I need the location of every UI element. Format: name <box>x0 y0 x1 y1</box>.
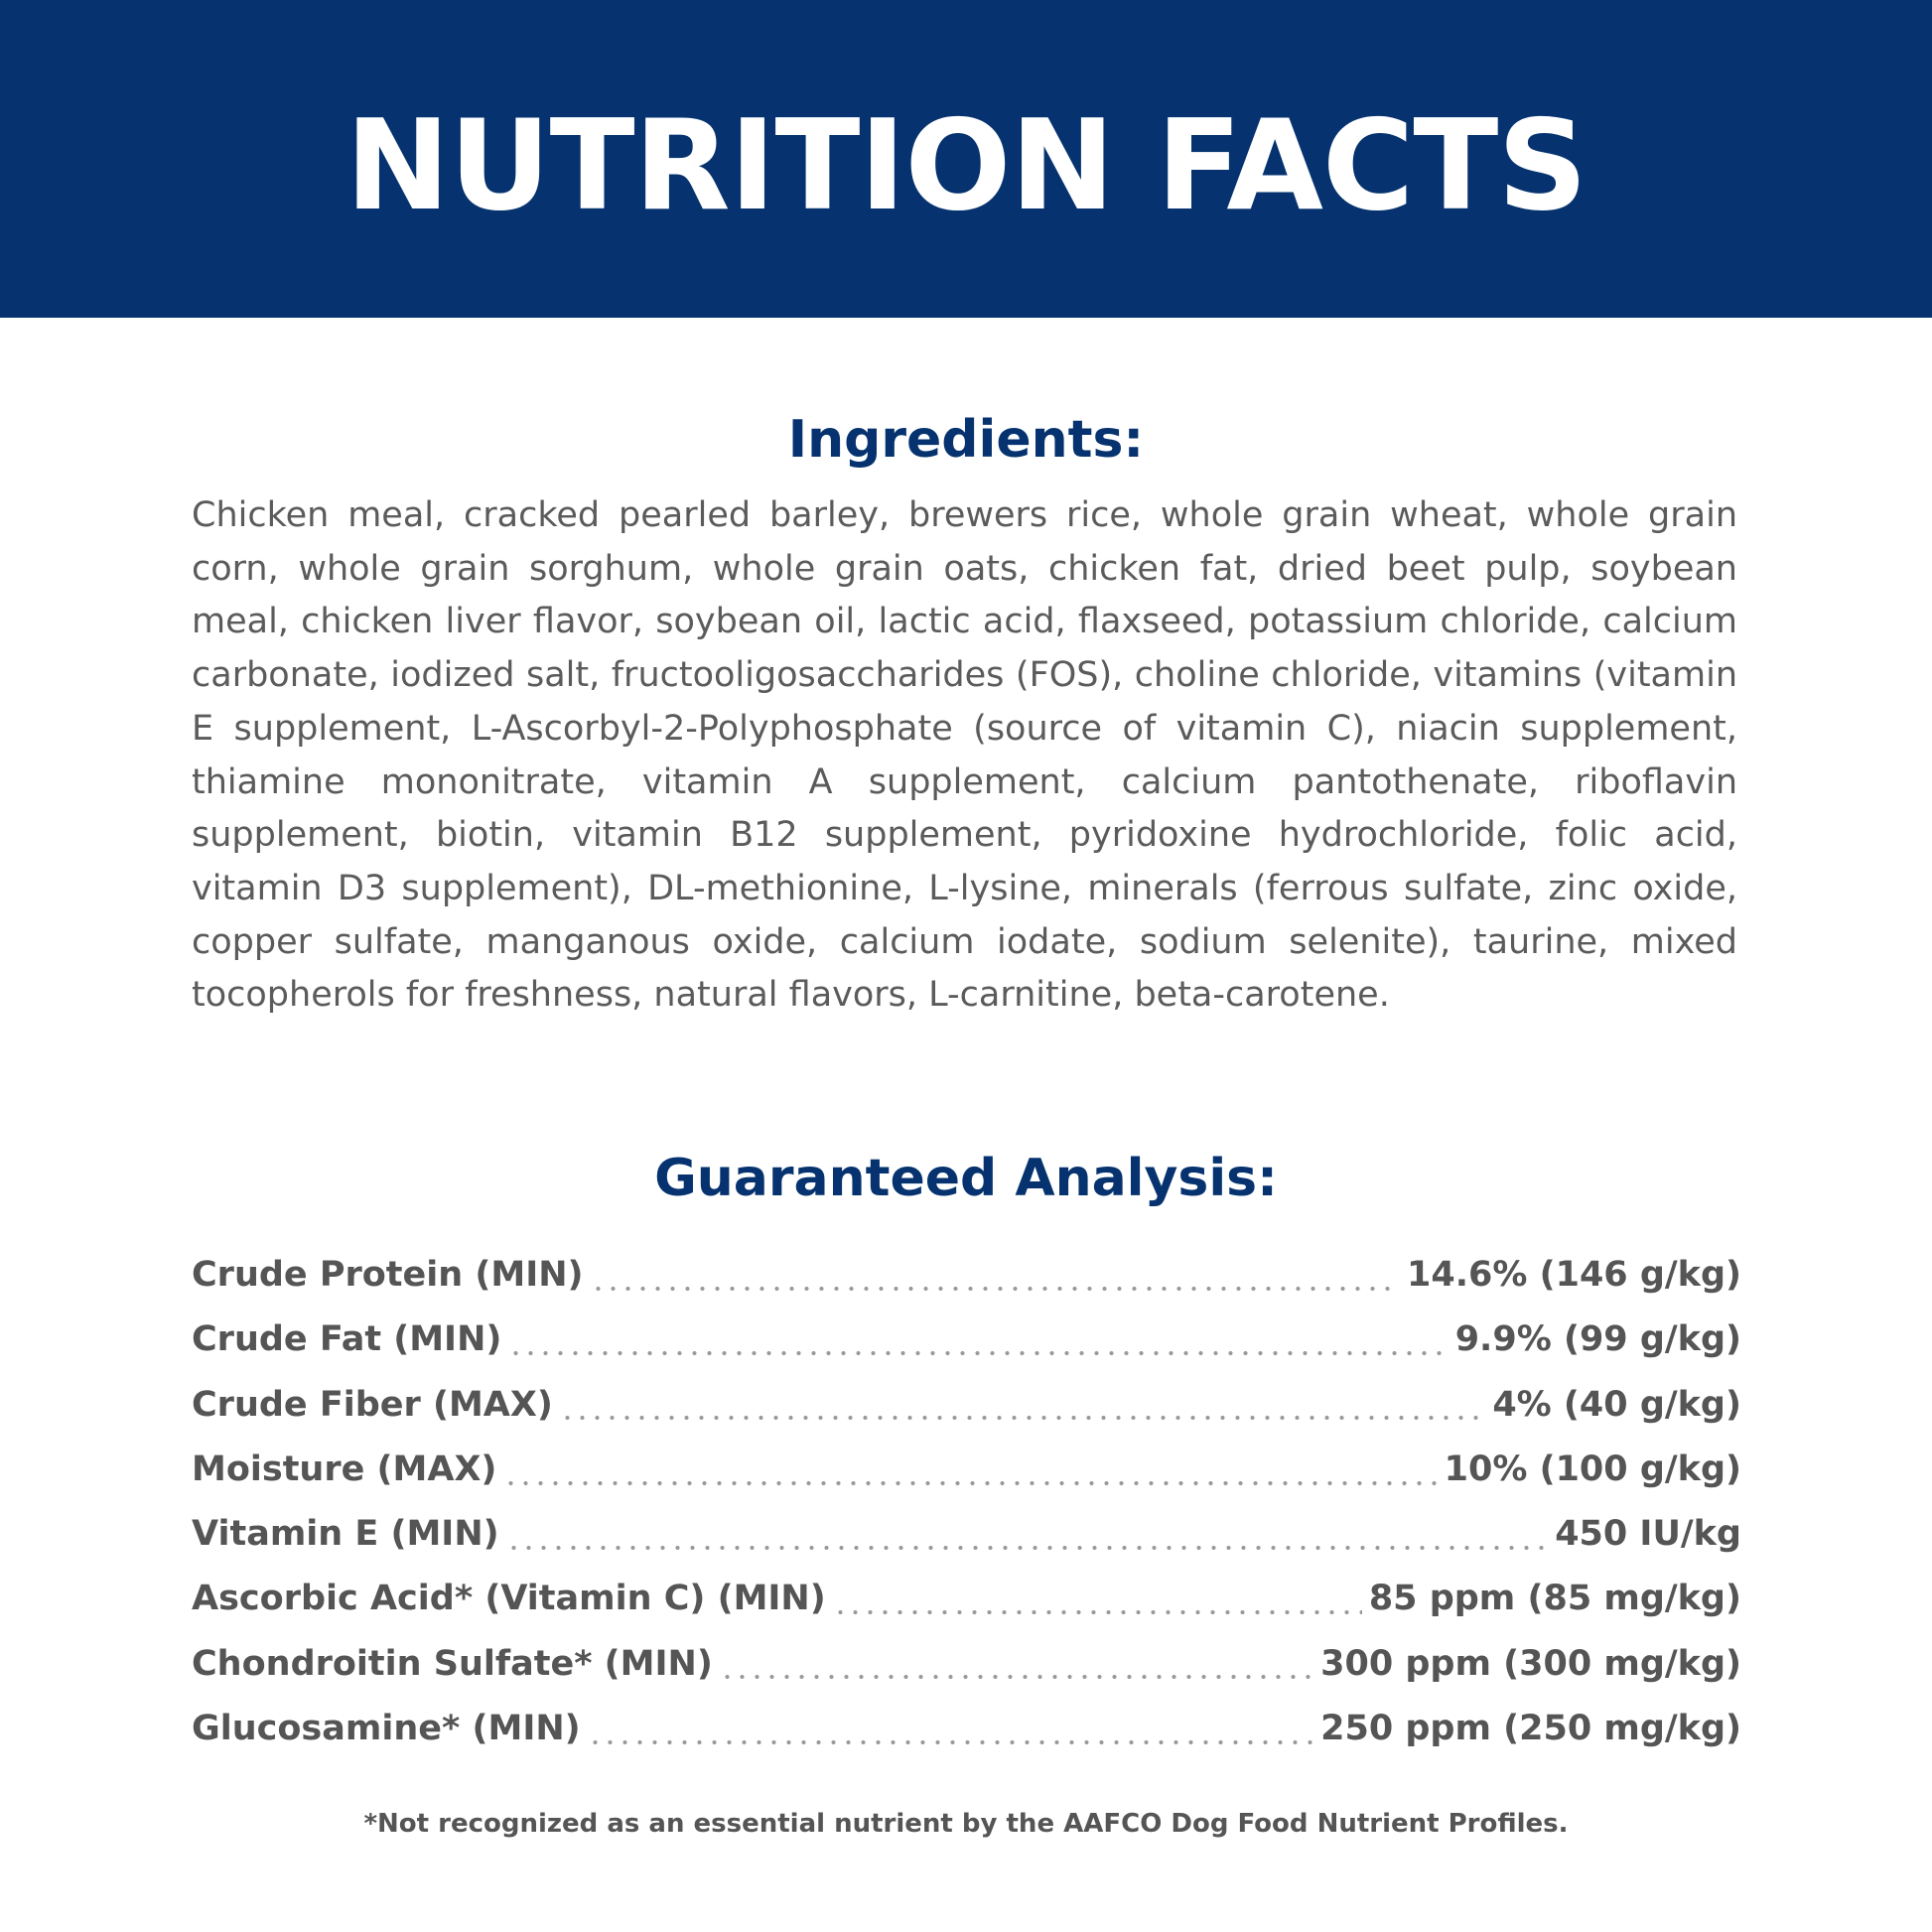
analysis-value: 10% (100 g/kg) <box>1444 1449 1741 1489</box>
dot-leader <box>506 1545 1549 1551</box>
ingredients-heading: Ingredients: <box>787 410 1145 470</box>
analysis-row-vitamin-e <box>192 1502 1741 1567</box>
analysis-row-chondroitin-sulfate <box>192 1632 1741 1697</box>
dot-leader <box>833 1609 1362 1615</box>
guaranteed-analysis-heading: Guaranteed Analysis: <box>654 1149 1278 1208</box>
analysis-value: 14.6% (146 g/kg) <box>1406 1255 1741 1295</box>
analysis-label: Chondroitin Sulfate* (MIN) <box>192 1643 713 1684</box>
analysis-label: Glucosamine* (MIN) <box>192 1709 581 1749</box>
analysis-row-moisture <box>192 1438 1741 1502</box>
analysis-row-crude-fiber <box>192 1373 1741 1438</box>
analysis-value: 450 IU/kg <box>1555 1514 1741 1555</box>
nutrition-facts-header <box>0 0 1932 318</box>
analysis-value: 250 ppm (250 mg/kg) <box>1320 1709 1741 1749</box>
page-title: NUTRITION FACTS <box>345 92 1587 238</box>
analysis-row-ascorbic-acid <box>192 1567 1741 1631</box>
analysis-label: Moisture (MAX) <box>192 1449 497 1489</box>
analysis-value: 85 ppm (85 mg/kg) <box>1368 1579 1741 1619</box>
dot-leader <box>560 1415 1485 1421</box>
dot-leader <box>720 1674 1313 1680</box>
analysis-row-glucosamine <box>192 1697 1741 1761</box>
aafco-footnote: *Not recognized as an essential nutrient by the AAFCO Dog Food Nutrient Profiles. <box>363 1809 1569 1839</box>
analysis-row-crude-protein <box>192 1243 1741 1308</box>
analysis-label: Crude Protein (MIN) <box>192 1255 584 1295</box>
dot-leader <box>591 1286 1400 1292</box>
guaranteed-analysis-list <box>192 1243 1741 1761</box>
analysis-label: Ascorbic Acid* (Vitamin C) (MIN) <box>192 1579 826 1619</box>
analysis-label: Crude Fat (MIN) <box>192 1319 502 1360</box>
ingredients-text: Chicken meal, cracked pearled barley, brewers rice, whole grain wheat, whole grain corn, whole grain sorghum, whole grain oats, chicken fat, dried beet pulp, soybean meal, chicken liver flavor, soybean oil, lactic acid, flaxseed, potassium chloride, calcium carbonate, iodized salt, fructooligosaccharides (FOS), choline chloride, vitamins (vitamin E supplement, L-Ascorbyl-2-Polyphosphate (source of vitamin C), niacin supplement, thiamine mononitrate, vitamin A supplement, calcium pantothenate, riboflavin supplement, biotin, vitamin B12 supplement, pyridoxine hydrochloride, folic acid, vitamin D3 supplement), DL-methionine, L-lysine, minerals (ferrous sulfate, zinc oxide, copper sulfate, manganous oxide, calcium iodate, sodium selenite), taurine, mixed tocopherols for freshness, natural flavors, L-carnitine, beta-carotene. <box>192 495 1737 1016</box>
analysis-value: 4% (40 g/kg) <box>1492 1384 1741 1425</box>
analysis-label: Crude Fiber (MAX) <box>192 1384 553 1425</box>
dot-leader <box>508 1350 1448 1356</box>
analysis-value: 300 ppm (300 mg/kg) <box>1320 1643 1741 1684</box>
analysis-label: Vitamin E (MIN) <box>192 1514 499 1555</box>
dot-leader <box>503 1480 1437 1486</box>
analysis-value: 9.9% (99 g/kg) <box>1454 1319 1741 1360</box>
analysis-row-crude-fat <box>192 1308 1741 1372</box>
dot-leader <box>588 1739 1313 1745</box>
